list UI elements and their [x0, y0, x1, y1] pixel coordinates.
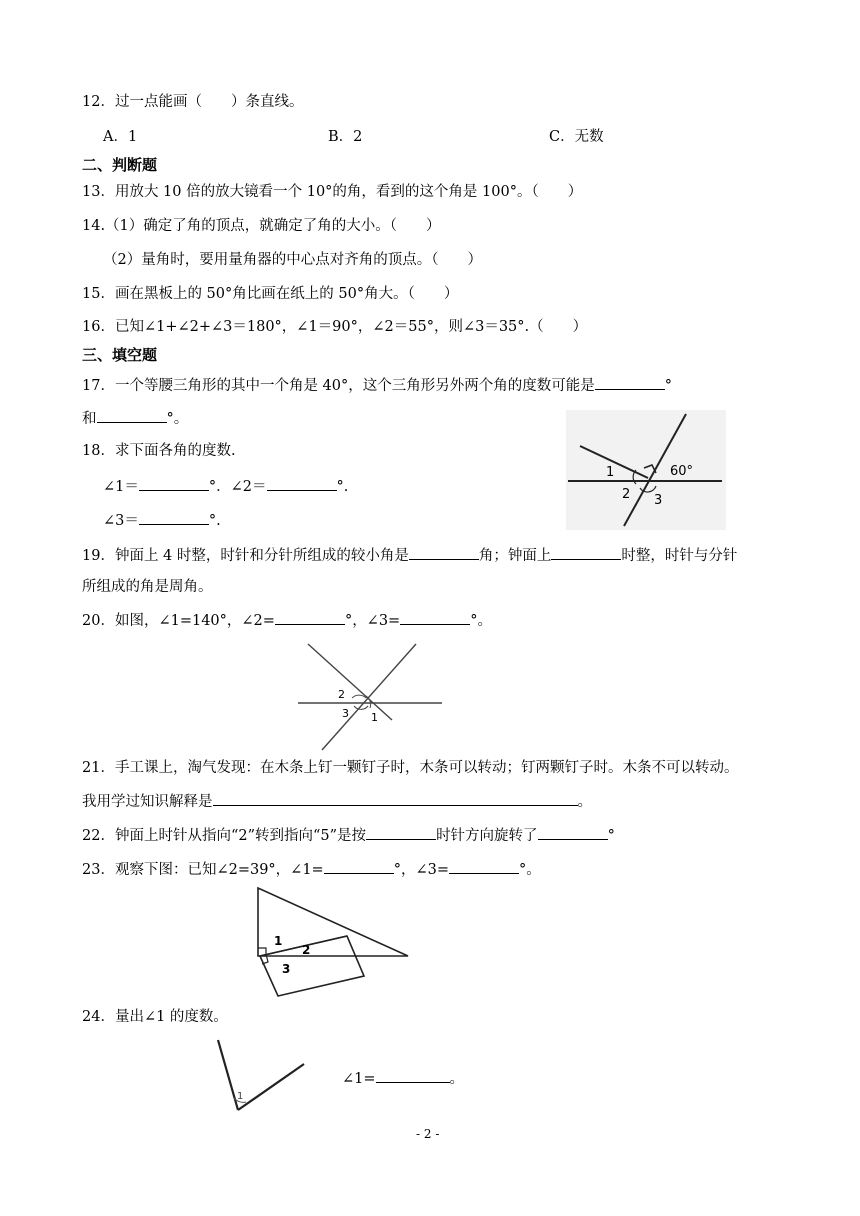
- q20-text-2: °，∠3=: [344, 613, 401, 629]
- q20-line: [82, 610, 492, 631]
- q21-line1: 21．手工课上，淘气发现：在木条上钉一颗钉子时，木条可以转动；钉两颗钉子时。木条不可以转动。: [82, 760, 739, 776]
- q20-text-1: 20．如图，∠1=140°，∠2=: [82, 613, 275, 629]
- q24-blank[interactable]: [376, 1068, 450, 1083]
- q18-line2: [103, 510, 221, 531]
- q22-end: °: [607, 828, 615, 844]
- fig20-label-1: 1: [371, 711, 378, 724]
- q13: 13．用放大 10 倍的放大镜看一个 10°的角，看到的这个角是 100°。（ ）: [82, 184, 583, 200]
- q17-end: °。: [166, 411, 189, 427]
- page-number: - 2 -: [416, 1127, 440, 1141]
- q17-line1: [82, 375, 672, 396]
- section-title-judgement: 二、判断题: [82, 156, 158, 174]
- q12-option-c[interactable]: C．无数: [549, 129, 604, 145]
- q18-angle1-label: ∠1＝: [103, 479, 139, 495]
- q22-blank-2[interactable]: [538, 825, 608, 840]
- q17-line2: [82, 408, 188, 429]
- q14-part1: 14.（1）确定了角的顶点，就确定了角的大小。（ ）: [82, 218, 441, 234]
- q19-text-2: 角；钟面上: [478, 548, 552, 564]
- q22-text-2: 时针方向旋转了: [436, 828, 538, 844]
- q20-blank-2[interactable]: [400, 610, 470, 625]
- fig23-label-2: 2: [302, 943, 311, 957]
- q12-option-b[interactable]: B．2: [328, 129, 363, 145]
- fig23-label-1: 1: [274, 934, 283, 948]
- fig20-label-2: 2: [338, 688, 345, 701]
- q18-end2: °.: [208, 513, 221, 529]
- q18-blank-angle1[interactable]: [139, 476, 209, 491]
- q18-angle2-label: °．∠2＝: [208, 479, 267, 495]
- q24-stem: 24．量出∠1 的度数。: [82, 1009, 228, 1025]
- q21-line2: [82, 791, 592, 812]
- fig24-label-1: 1: [237, 1091, 244, 1102]
- q17-text: 17．一个等腰三角形的其中一个角是 40°，这个三角形另外两个角的度数可能是: [82, 378, 595, 394]
- q21-blank[interactable]: [213, 791, 578, 806]
- q24-answer: [342, 1068, 464, 1089]
- q19-line1: [82, 545, 737, 566]
- q23-text-1: 23．观察下图：已知∠2=39°，∠1=: [82, 862, 324, 878]
- q23-text-2: °，∠3=: [393, 862, 449, 878]
- q12-option-a[interactable]: A．1: [103, 129, 138, 145]
- q19-text-3: 时整，时针与分针: [621, 548, 738, 564]
- q20-blank-1[interactable]: [275, 610, 345, 625]
- q17-degree: °: [664, 378, 673, 394]
- q19-text-1: 19．钟面上 4 时整，时针和分针所组成的较小角是: [82, 548, 409, 564]
- q19-blank-2[interactable]: [551, 545, 621, 560]
- q21-text: 我用学过知识解释是: [82, 794, 213, 810]
- q17-blank-2[interactable]: [97, 408, 167, 423]
- q18-blank-angle2[interactable]: [267, 476, 337, 491]
- q21-end: 。: [577, 794, 592, 810]
- figure-q20: [296, 640, 446, 752]
- q22-blank-1[interactable]: [366, 825, 436, 840]
- fig18-label-3: 3: [654, 493, 663, 508]
- q24-angle-label: ∠1=: [342, 1071, 376, 1087]
- figure-q18: [566, 410, 726, 530]
- q18-angle3-label: ∠3＝: [103, 513, 139, 529]
- q23-line: [82, 859, 541, 880]
- q12-stem: 12．过一点能画（ ）条直线。: [82, 94, 304, 110]
- figure-q24: [212, 1036, 312, 1116]
- q18-line1: [103, 476, 348, 497]
- q19-blank-1[interactable]: [409, 545, 479, 560]
- q19-line2: 所组成的角是周角。: [82, 579, 213, 595]
- q23-end: °。: [518, 862, 541, 878]
- fig18-label-1: 1: [606, 465, 615, 480]
- q17-blank-1[interactable]: [595, 375, 665, 390]
- fig23-label-3: 3: [282, 962, 291, 976]
- q20-text-3: °。: [470, 613, 492, 629]
- q18-blank-angle3[interactable]: [139, 510, 209, 525]
- fig18-label-2: 2: [622, 487, 631, 502]
- section-title-fill: 三、填空题: [82, 346, 158, 364]
- fig18-label-60: 60°: [670, 464, 694, 479]
- q16: 16．已知∠1+∠2+∠3＝180°，∠1＝90°，∠2＝55°，则∠3＝35°.（ ）: [82, 319, 588, 335]
- q24-end: 。: [449, 1071, 465, 1087]
- q14-part2: （2）量角时，要用量角器的中心点对齐角的顶点。（ ）: [103, 252, 482, 268]
- q18-stem: 18．求下面各角的度数.: [82, 443, 236, 459]
- q23-blank-1[interactable]: [324, 859, 394, 874]
- q22-line: [82, 825, 615, 846]
- q22-text-1: 22．钟面上时针从指向“2”转到指向“5”是按: [82, 828, 367, 844]
- q15: 15．画在黑板上的 50°角比画在纸上的 50°角大。（ ）: [82, 286, 459, 302]
- q17-and: 和: [82, 411, 97, 427]
- fig20-label-3: 3: [342, 707, 349, 720]
- q18-end1: °.: [336, 479, 349, 495]
- figure-q23: [252, 886, 412, 1001]
- q23-blank-2[interactable]: [449, 859, 519, 874]
